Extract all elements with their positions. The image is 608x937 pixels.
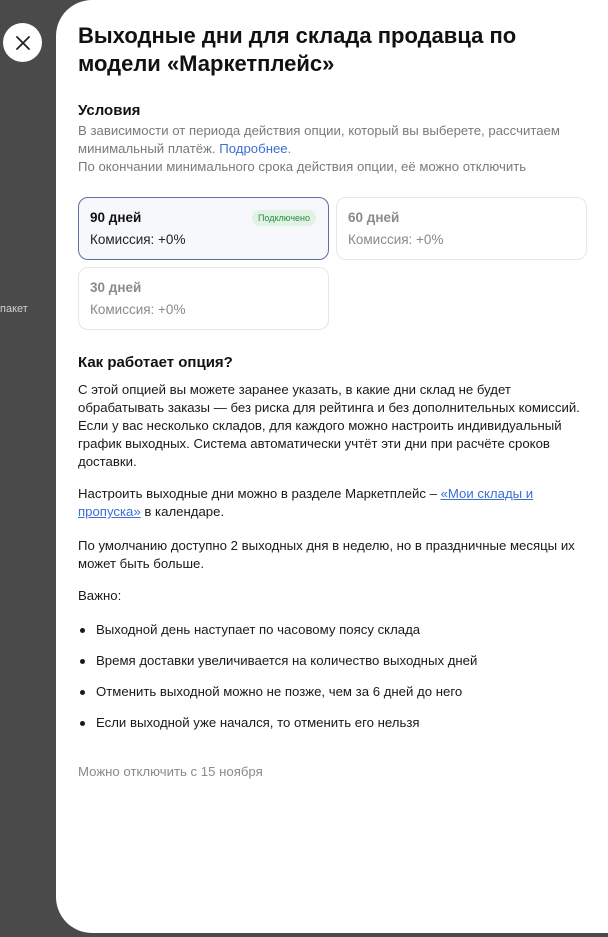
close-button[interactable] — [3, 23, 42, 62]
important-list — [78, 621, 586, 745]
status-badge: Подключено — [252, 210, 316, 226]
option-days: 30 дней — [90, 280, 142, 295]
side-panel — [56, 0, 608, 933]
close-icon — [16, 36, 30, 50]
option-card-30[interactable] — [78, 267, 329, 330]
list-item: Выходной день наступает по часовому поясу склада — [78, 621, 586, 639]
how-paragraph-2: Настроить выходные дни можно в разделе Маркетплейс – «Мои склады и пропуска» в календаре. — [78, 486, 534, 519]
backdrop-text: пакет — [0, 303, 28, 315]
conditions-heading: Условия — [78, 102, 141, 119]
option-card-60[interactable] — [336, 197, 587, 260]
conditions-text: В зависимости от периода действия опции, который вы выберете, рассчитаем минимальный платёж. Подробнее. По окончании минимального срока действия опции, её можно отключить — [78, 123, 560, 174]
list-item: Время доставки увеличивается на количество выходных дней — [78, 652, 586, 670]
list-item: Отменить выходной можно не позже, чем за 6 дней до него — [78, 683, 586, 701]
option-commission: Комиссия: +0% — [348, 232, 444, 247]
disable-note: Можно отключить с 15 ноября — [78, 764, 263, 779]
option-commission: Комиссия: +0% — [90, 302, 186, 317]
how-heading: Как работает опция? — [78, 354, 233, 371]
option-days: 60 дней — [348, 210, 400, 225]
warehouses-link[interactable]: «Мои склады и пропуска» — [78, 486, 534, 519]
how-paragraph-1: С этой опцией вы можете заранее указать, в какие дни склад не будет обрабатывать заказы — без риска для рейтинга и без дополнительных комиссий. Если у вас несколько складов, для каждого можно настроить индивидуальный график выходных. Система автоматически учтёт эти дни при расчёте сроков доставки. — [78, 382, 580, 469]
how-paragraph-3: По умолчанию доступно 2 выходных дня в неделю, но в праздничные месяцы их может быть больше. — [78, 538, 575, 571]
list-item: Если выходной уже начался, то отменить его нельзя — [78, 714, 586, 732]
important-label: Важно: — [78, 588, 122, 603]
option-days: 90 дней — [90, 210, 142, 225]
more-link[interactable]: Подробнее — [219, 141, 288, 156]
option-card-90[interactable] — [78, 197, 329, 260]
option-commission: Комиссия: +0% — [90, 232, 186, 247]
page-title: Выходные дни для склада продавца по модели «Маркетплейс» — [78, 23, 517, 76]
